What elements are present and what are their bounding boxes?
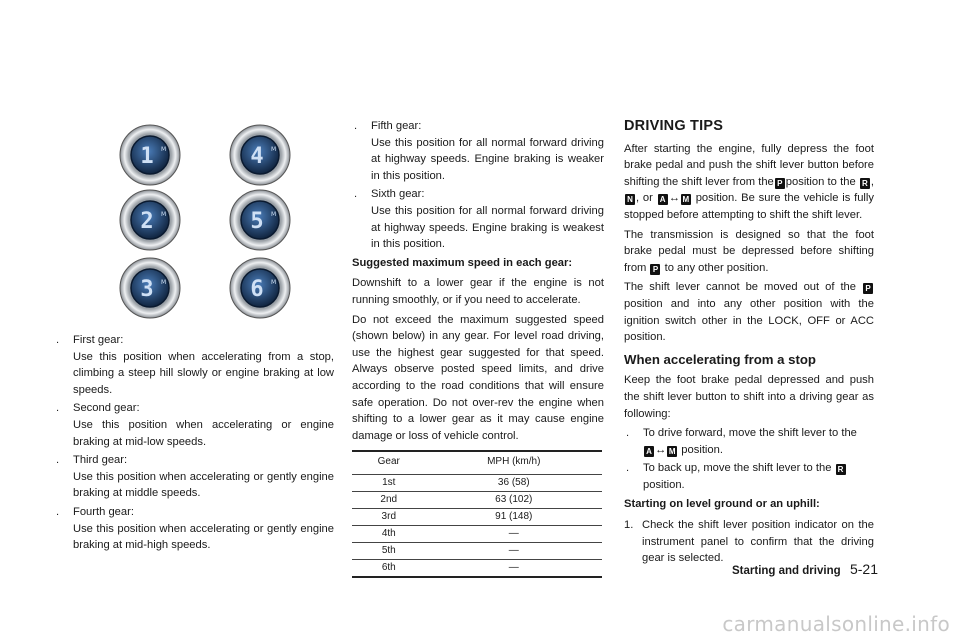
- bullet-text: Use this position when accelerating from a stop, climbing a steep hill slowly or engine braking at low speeds.: [73, 350, 334, 396]
- gear-number: 6: [250, 277, 264, 302]
- gear-dial-icon: [230, 125, 290, 185]
- page-number: 5-21: [849, 561, 878, 577]
- table-cell: 2nd: [352, 491, 426, 508]
- paragraph-foot-brake: Keep the foot brake pedal depressed and push the shift lever button to shift into a driving gear as following:: [624, 374, 874, 420]
- bullet-text: Use this position when accelerating or engine braking at mid-low speeds.: [73, 418, 334, 448]
- manual-mode-label: M: [271, 279, 277, 286]
- numbered-step-1: [624, 517, 874, 567]
- p-key-icon: P: [775, 178, 785, 189]
- gear-number: 1: [140, 144, 154, 169]
- table-cell: 4th: [352, 525, 426, 542]
- a-key-icon: A: [658, 194, 668, 205]
- paragraph-ignition-lock: [624, 279, 874, 345]
- bullet-label: Third gear:: [73, 454, 128, 467]
- m-key-icon: M: [682, 195, 690, 205]
- bullet-text: Use this position when accelerating or gently engine braking at middle speeds.: [73, 470, 334, 500]
- table-row: [352, 508, 602, 525]
- level-ground-subheading: Starting on level ground or an uphill:: [624, 498, 820, 511]
- table-cell: 6th: [352, 559, 426, 577]
- n-key-icon: N: [625, 194, 635, 205]
- bullet-fifth-gear: . Fifth gear: Use this position for all normal forward driving at highway speeds. Engine braking is weaker in this position.: [352, 118, 604, 184]
- downshift-paragraph: Downshift to a lower gear if the engine is not running smoothly, or if you need to accelerate.: [352, 277, 604, 306]
- text: The transmission is designed so that the foot brake pedal must be depressed before shifting from: [624, 228, 874, 274]
- text: To back up, move the shift lever to the: [643, 462, 832, 475]
- table-cell: 3rd: [352, 508, 426, 525]
- p-key-icon: P: [863, 283, 873, 294]
- manual-mode-label: M: [161, 211, 167, 218]
- arrow-icon: ↔: [668, 192, 680, 205]
- right-column: [624, 118, 874, 570]
- gear-dial-icon: [120, 190, 180, 250]
- bullet-text: Use this position when accelerating or gently engine braking at mid-high speeds.: [73, 522, 334, 552]
- max-speed-subheading: Suggested maximum speed in each gear:: [352, 256, 573, 269]
- text: , or: [636, 192, 653, 205]
- text: ,: [870, 175, 874, 188]
- footer-section-title: Starting and driving: [732, 565, 841, 577]
- manual-mode-label: M: [161, 146, 167, 153]
- bullet-fourth-gear: . Fourth gear: Use this position when accelerating or gently engine braking at mid-high speeds.: [54, 504, 334, 554]
- bullet-label: Fifth gear:: [371, 120, 422, 132]
- bullet-text: Use this position for all normal forward driving at highway speeds. Engine braking is weakest in this position.: [371, 204, 604, 251]
- table-cell: —: [426, 525, 602, 542]
- gear-dial-icon: [120, 258, 180, 318]
- accelerating-subheading: When accelerating from a stop: [624, 351, 816, 367]
- gear-number: 5: [250, 209, 264, 234]
- text: The shift lever cannot be moved out of the: [624, 281, 856, 294]
- gear-dial-icon: [120, 125, 180, 185]
- gear-dial-icon: [230, 258, 290, 318]
- text: position and into any other position with the ignition switch other in the LOCK, OFF or ACC position.: [624, 297, 874, 344]
- left-column: [54, 332, 334, 556]
- text: To drive forward, move the shift lever to the: [643, 427, 857, 440]
- manual-mode-label: M: [161, 279, 167, 286]
- step-number: 1.: [624, 519, 634, 532]
- gear-number: 3: [140, 277, 154, 302]
- manual-mode-label: M: [271, 211, 277, 218]
- table-cell: —: [426, 559, 602, 577]
- table-cell: 5th: [352, 542, 426, 559]
- m-key-icon: M: [668, 446, 676, 456]
- text: position.: [681, 443, 723, 456]
- paragraph-brake-requirement: [624, 227, 874, 277]
- gear-indicator-illustration: [110, 120, 310, 325]
- text: position to the: [785, 175, 856, 188]
- bullet-label: Second gear:: [73, 402, 140, 415]
- driving-tips-heading: DRIVING TIPS: [624, 118, 724, 134]
- table-header-gear: Gear: [352, 451, 426, 474]
- table-cell: 91 (148): [426, 508, 602, 525]
- table-row: [352, 525, 602, 542]
- bullet-label: Fourth gear:: [73, 505, 134, 518]
- manual-mode-label: M: [271, 146, 277, 153]
- text: to any other position.: [664, 261, 769, 274]
- max-speed-paragraph: Do not exceed the maximum suggested speed (shown below) in any gear. For level road driving, use the highest gear suggested for that speed. Always observe posted speed limits, and drive according to the road conditions that will ensure safe operation. Do not over-rev the engine when shifting to a lower gear as it may cause engine damage or loss of vehicle control.: [352, 313, 604, 442]
- r-key-icon: R: [860, 178, 870, 189]
- bullet-first-gear: . First gear: Use this position when accelerating from a stop, climbing a steep hill slowly or engine braking at low speeds.: [54, 332, 334, 398]
- max-speed-table: [352, 450, 602, 578]
- text: position. Be sure the vehicle is fully stopped before attempting to shift the shift lever.: [624, 192, 875, 221]
- middle-column: [352, 118, 604, 578]
- bullet-third-gear: . Third gear: Use this position when accelerating or gently engine braking at middle speeds.: [54, 452, 334, 502]
- gear-number: 4: [250, 144, 264, 169]
- a-key-icon: A: [644, 446, 654, 457]
- gear-dial-icon: [230, 190, 290, 250]
- bullet-text: Use this position for all normal forward driving at highway speeds. Engine braking is weaker in this position.: [371, 136, 604, 182]
- table-row: [352, 491, 602, 508]
- bullet-label: First gear:: [73, 334, 124, 346]
- bullet-back-up: . To back up, move the shift lever to the R position.: [624, 460, 874, 493]
- bullet-second-gear: . Second gear: Use this position when accelerating or engine braking at mid-low speeds.: [54, 400, 334, 450]
- bullet-label: Sixth gear:: [371, 188, 425, 201]
- table-row: [352, 542, 602, 559]
- table-cell: 36 (58): [426, 474, 602, 491]
- paragraph-shift-procedure: [624, 141, 874, 224]
- table-header-speed: MPH (km/h): [426, 451, 602, 474]
- p-key-icon: P: [650, 264, 660, 275]
- table-cell: 1st: [352, 474, 426, 491]
- table-cell: —: [426, 542, 602, 559]
- watermark: carmanualsonline.info: [722, 612, 950, 636]
- bullet-drive-forward: . To drive forward, move the shift lever to the A ↔ M position.: [626, 427, 857, 456]
- text: position.: [643, 478, 685, 491]
- bullet-sixth-gear: . Sixth gear: Use this position for all normal forward driving at highway speeds. Engine braking is weakest in this position.: [352, 186, 604, 252]
- table-cell: 63 (102): [426, 491, 602, 508]
- page-footer: [732, 561, 878, 577]
- r-key-icon: R: [836, 464, 846, 475]
- step-text: Check the shift lever position indicator on the instrument panel to confirm that the driving gear is selected.: [642, 519, 874, 565]
- arrow-icon: ↔: [655, 443, 667, 456]
- table-row: [352, 559, 602, 577]
- gear-number: 2: [140, 209, 154, 234]
- table-row: [352, 474, 602, 491]
- text: After starting the engine, fully depress the foot brake pedal and push the shift lever button before shifting the shift lever from the: [624, 142, 874, 188]
